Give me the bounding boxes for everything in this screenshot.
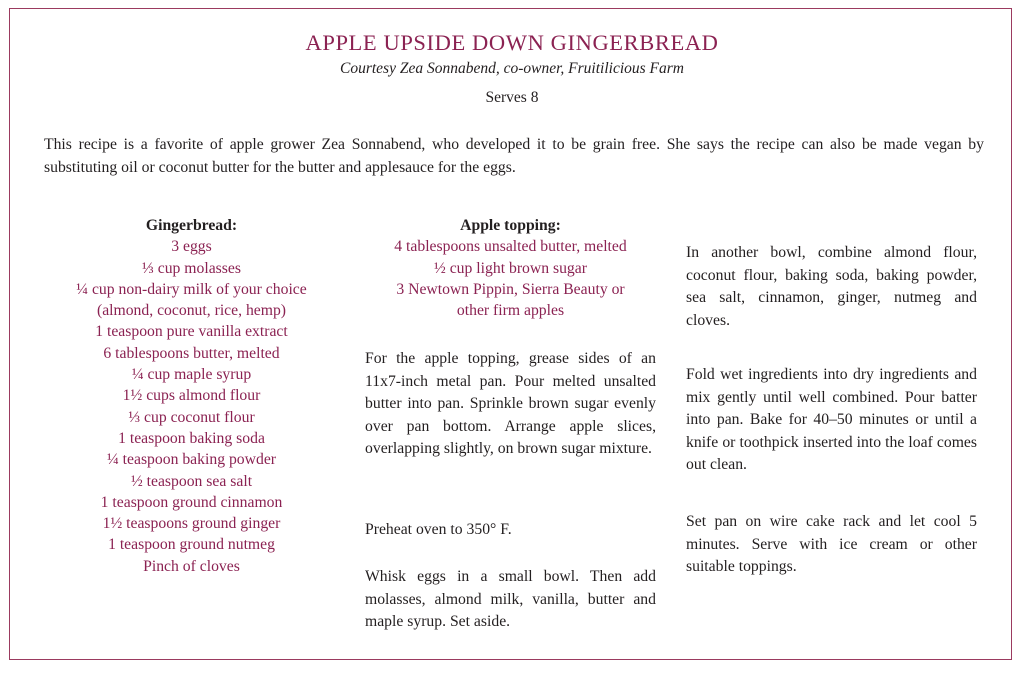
gingerbread-ingredients xyxy=(44,215,339,577)
step-paragraph: Fold wet ingredients into dry ingredients and mix gently until well combined. Pour batter into pan. Bake for 40–50 minutes or until a knife or toothpick inserted into the loaf comes out clean. xyxy=(686,366,977,474)
ingredient-item: 6 tablespoons butter, melted xyxy=(103,344,280,362)
ingredient-item: 1 teaspoon pure vanilla extract xyxy=(95,323,288,341)
recipe-title: APPLE UPSIDE DOWN GINGERBREAD xyxy=(305,30,719,55)
ingredient-item: (almond, coconut, rice, hemp) xyxy=(96,302,287,320)
apple-topping-ingredients xyxy=(365,215,656,321)
ingredient-item: 1½ cups almond flour xyxy=(122,387,261,405)
ingredient-item: 1 teaspoon baking soda xyxy=(118,429,265,447)
ingredient-item: ¼ cup maple syrup xyxy=(131,366,252,384)
ingredient-item: 4 tablespoons unsalted butter, melted xyxy=(394,238,627,256)
step-paragraph: Preheat oven to 350° F. xyxy=(365,521,512,538)
ingredient-item: 1½ teaspoons ground ginger xyxy=(102,515,281,533)
ingredient-item: other firm apples xyxy=(456,302,565,320)
apple-topping-column xyxy=(365,215,656,631)
ingredient-item: 1 teaspoon ground cinnamon xyxy=(100,493,283,511)
servings: Serves 8 xyxy=(485,89,539,106)
ingredient-item: ¼ cup non-dairy milk of your choice xyxy=(76,280,307,298)
ingredient-item: ⅓ cup coconut flour xyxy=(128,408,255,426)
ingredient-item: ½ teaspoon sea salt xyxy=(130,472,253,490)
gingerbread-heading: Gingerbread: xyxy=(145,217,238,234)
recipe-intro: This recipe is a favorite of apple grower Zea Sonnabend, who developed it to be grain free. She says the recipe can also be made vegan by substituting oil or coconut butter for the butter and applesauce for the eggs. xyxy=(44,136,984,176)
step-paragraph: Whisk eggs in a small bowl. Then add molasses, almond milk, vanilla, butter and maple syrup. Set aside. xyxy=(365,568,656,631)
ingredient-item: ⅓ cup molasses xyxy=(142,259,241,277)
ingredient-item: 3 Newtown Pippin, Sierra Beauty or xyxy=(396,280,625,298)
apple-topping-heading: Apple topping: xyxy=(460,217,561,234)
ingredient-item: 3 eggs xyxy=(171,238,212,256)
step-paragraph: Set pan on wire cake rack and let cool 5 minutes. Serve with ice cream or other suitable toppings. xyxy=(686,513,977,576)
ingredient-item: ¼ teaspoon baking powder xyxy=(106,451,277,469)
ingredient-item: Pinch of cloves xyxy=(143,557,240,575)
step-paragraph: For the apple topping, grease sides of an 11x7-inch metal pan. Pour melted unsalted butter into pan. Sprinkle brown sugar evenly over pan bottom. Arrange apple slices, overlapping slightly, on brown sugar mixture. xyxy=(365,350,656,458)
recipe-credit: Courtesy Zea Sonnabend, co-owner, Fruitilicious Farm xyxy=(340,60,684,77)
step-paragraph: In another bowl, combine almond flour, coconut flour, baking soda, baking powder, sea salt, cinnamon, ginger, nutmeg and cloves. xyxy=(686,244,977,329)
ingredient-item: ½ cup light brown sugar xyxy=(434,259,587,277)
ingredient-item: 1 teaspoon ground nutmeg xyxy=(108,536,275,554)
